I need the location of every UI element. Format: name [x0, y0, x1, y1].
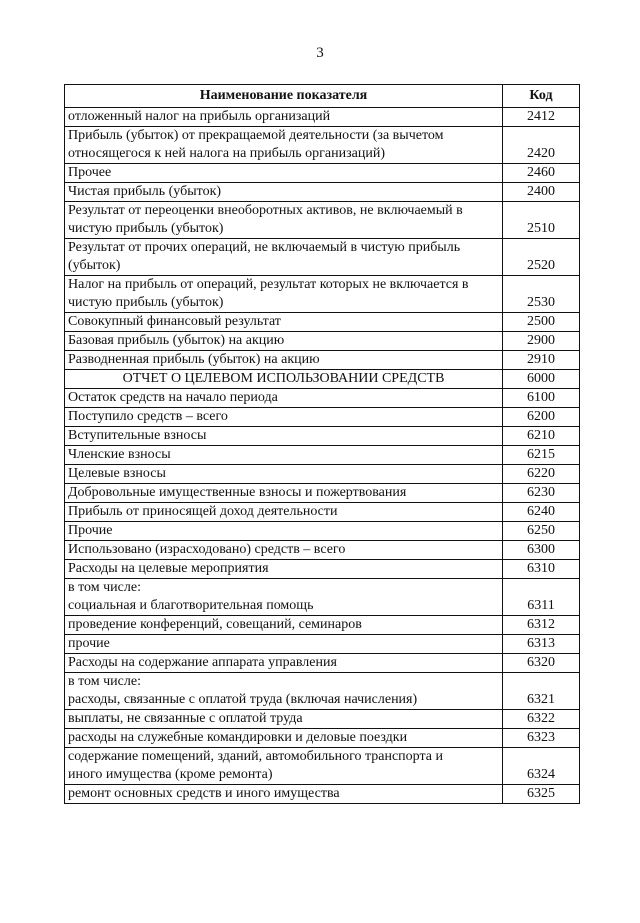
indicator-name-line: чистую прибыль (убыток)	[68, 295, 224, 310]
table-row	[65, 484, 580, 503]
indicator-name-line: относящегося к ней налога на прибыль организаций)	[68, 146, 386, 161]
indicator-code: 6324	[503, 748, 580, 785]
indicator-code: 2510	[503, 202, 580, 239]
indicator-name-line: выплаты, не связанные с оплатой труда	[68, 711, 303, 726]
indicator-code: 6310	[503, 560, 580, 579]
indicator-name-line: отложенный налог на прибыль организаций	[68, 109, 331, 124]
table-row	[65, 408, 580, 427]
indicator-name-line: Прочие	[68, 523, 113, 538]
table-row	[65, 370, 580, 389]
indicator-code: 2420	[503, 127, 580, 164]
section-heading	[65, 370, 503, 389]
table-row	[65, 276, 580, 313]
indicator-code: 2530	[503, 276, 580, 313]
indicator-name-line: Прибыль (убыток) от прекращаемой деятельности (за вычетом	[68, 128, 444, 143]
indicator-name-line: расходы на служебные командировки и деловые поездки	[68, 730, 408, 745]
page-number: 3	[316, 45, 324, 61]
table-row	[65, 427, 580, 446]
table-row	[65, 351, 580, 370]
indicator-name	[65, 484, 503, 503]
indicator-name-line: в том числе:	[68, 674, 141, 689]
indicator-name-line: социальная и благотворительная помощь	[68, 598, 314, 613]
indicator-code: 2460	[503, 164, 580, 183]
table-row	[65, 389, 580, 408]
indicator-name	[65, 560, 503, 579]
indicator-name-line: Результат от переоценки внеоборотных активов, не включаемый в	[68, 203, 463, 218]
indicator-name	[65, 389, 503, 408]
indicator-name	[65, 202, 503, 239]
table-row	[65, 710, 580, 729]
indicator-name-line: Совокупный финансовый результат	[68, 314, 281, 329]
indicator-code: 6300	[503, 541, 580, 560]
table-row	[65, 635, 580, 654]
indicator-code: 2910	[503, 351, 580, 370]
table-row	[65, 332, 580, 351]
indicator-name-line: Прибыль от приносящей доход деятельности	[68, 504, 338, 519]
indicator-code: 6000	[503, 370, 580, 389]
indicator-code: 6250	[503, 522, 580, 541]
indicator-code: 6200	[503, 408, 580, 427]
table-row	[65, 239, 580, 276]
indicator-name-line: ОТЧЕТ О ЦЕЛЕВОМ ИСПОЛЬЗОВАНИИ СРЕДСТВ	[122, 371, 445, 386]
indicator-code: 6323	[503, 729, 580, 748]
indicator-code: 6322	[503, 710, 580, 729]
indicator-name-line: Расходы на целевые мероприятия	[68, 561, 269, 576]
indicator-name-line: Расходы на содержание аппарата управления	[68, 655, 337, 670]
indicator-code: 6325	[503, 785, 580, 804]
indicators-table	[64, 84, 580, 804]
indicator-code: 6215	[503, 446, 580, 465]
indicator-name-line: Поступило средств – всего	[68, 409, 228, 424]
indicator-code: 2412	[503, 108, 580, 127]
table-body	[65, 108, 580, 804]
indicator-name-line: Прочее	[68, 165, 112, 180]
indicator-name	[65, 785, 503, 804]
indicator-name	[65, 164, 503, 183]
indicator-code: 6220	[503, 465, 580, 484]
indicator-name	[65, 616, 503, 635]
header-code: Код	[503, 85, 580, 108]
indicator-name	[65, 427, 503, 446]
table-row	[65, 465, 580, 484]
indicator-name	[65, 579, 503, 616]
indicator-name	[65, 710, 503, 729]
indicator-code: 6320	[503, 654, 580, 673]
table-row	[65, 616, 580, 635]
indicator-name-line: чистую прибыль (убыток)	[68, 221, 224, 236]
indicator-code: 6100	[503, 389, 580, 408]
table-row	[65, 673, 580, 710]
table-row	[65, 522, 580, 541]
header-name: Наименование показателя	[65, 85, 503, 108]
table-row	[65, 729, 580, 748]
indicator-name	[65, 446, 503, 465]
indicator-code: 2520	[503, 239, 580, 276]
table-row	[65, 183, 580, 202]
indicator-code: 6240	[503, 503, 580, 522]
indicator-code: 2500	[503, 313, 580, 332]
indicator-name	[65, 127, 503, 164]
indicator-name-line: прочие	[68, 636, 110, 651]
table-row	[65, 748, 580, 785]
indicator-code: 6230	[503, 484, 580, 503]
indicator-name-line: Членские взносы	[68, 447, 171, 462]
indicator-name-line: Использовано (израсходовано) средств – всего	[68, 542, 346, 557]
indicator-name-line: содержание помещений, зданий, автомобильного транспорта и	[68, 749, 443, 764]
indicator-name	[65, 332, 503, 351]
table-row	[65, 541, 580, 560]
indicator-name	[65, 654, 503, 673]
indicator-name	[65, 108, 503, 127]
indicator-name-line: Вступительные взносы	[68, 428, 207, 443]
indicator-name	[65, 503, 503, 522]
indicator-name-line: Остаток средств на начало периода	[68, 390, 278, 405]
indicator-name-line: в том числе:	[68, 580, 141, 595]
indicator-code: 2900	[503, 332, 580, 351]
indicator-name	[65, 351, 503, 370]
indicator-name	[65, 313, 503, 332]
indicator-name-line: Базовая прибыль (убыток) на акцию	[68, 333, 285, 348]
table-row	[65, 785, 580, 804]
indicator-code: 6210	[503, 427, 580, 446]
table-row	[65, 446, 580, 465]
table-row	[65, 108, 580, 127]
table-row	[65, 313, 580, 332]
indicator-name-line: проведение конференций, совещаний, семинаров	[68, 617, 362, 632]
indicator-code: 6321	[503, 673, 580, 710]
indicator-name	[65, 276, 503, 313]
indicator-name-line: Налог на прибыль от операций, результат которых не включается в	[68, 277, 469, 292]
indicator-code: 6311	[503, 579, 580, 616]
indicator-name	[65, 465, 503, 484]
indicator-name-line: ремонт основных средств и иного имущества	[68, 786, 340, 801]
indicator-name	[65, 408, 503, 427]
indicator-name	[65, 635, 503, 654]
table-row	[65, 560, 580, 579]
indicator-code: 2400	[503, 183, 580, 202]
indicator-name	[65, 541, 503, 560]
table-header-row	[65, 85, 580, 108]
indicator-code: 6312	[503, 616, 580, 635]
indicator-name	[65, 522, 503, 541]
indicator-name	[65, 673, 503, 710]
table-row	[65, 127, 580, 164]
indicator-name-line: Результат от прочих операций, не включаемый в чистую прибыль	[68, 240, 461, 255]
indicator-name-line: (убыток)	[68, 258, 121, 273]
indicator-name-line: иного имущества (кроме ремонта)	[68, 767, 273, 782]
indicator-name-line: Целевые взносы	[68, 466, 166, 481]
indicator-code: 6313	[503, 635, 580, 654]
table-row	[65, 503, 580, 522]
indicator-name	[65, 183, 503, 202]
indicator-name	[65, 239, 503, 276]
table-row	[65, 654, 580, 673]
indicator-name	[65, 729, 503, 748]
indicator-name-line: расходы, связанные с оплатой труда (включая начисления)	[68, 692, 418, 707]
table-row	[65, 579, 580, 616]
indicator-name	[65, 748, 503, 785]
indicator-name-line: Добровольные имущественные взносы и пожертвования	[68, 485, 407, 500]
table-row	[65, 202, 580, 239]
table-row	[65, 164, 580, 183]
indicator-name-line: Разводненная прибыль (убыток) на акцию	[68, 352, 320, 367]
indicator-name-line: Чистая прибыль (убыток)	[68, 184, 222, 199]
